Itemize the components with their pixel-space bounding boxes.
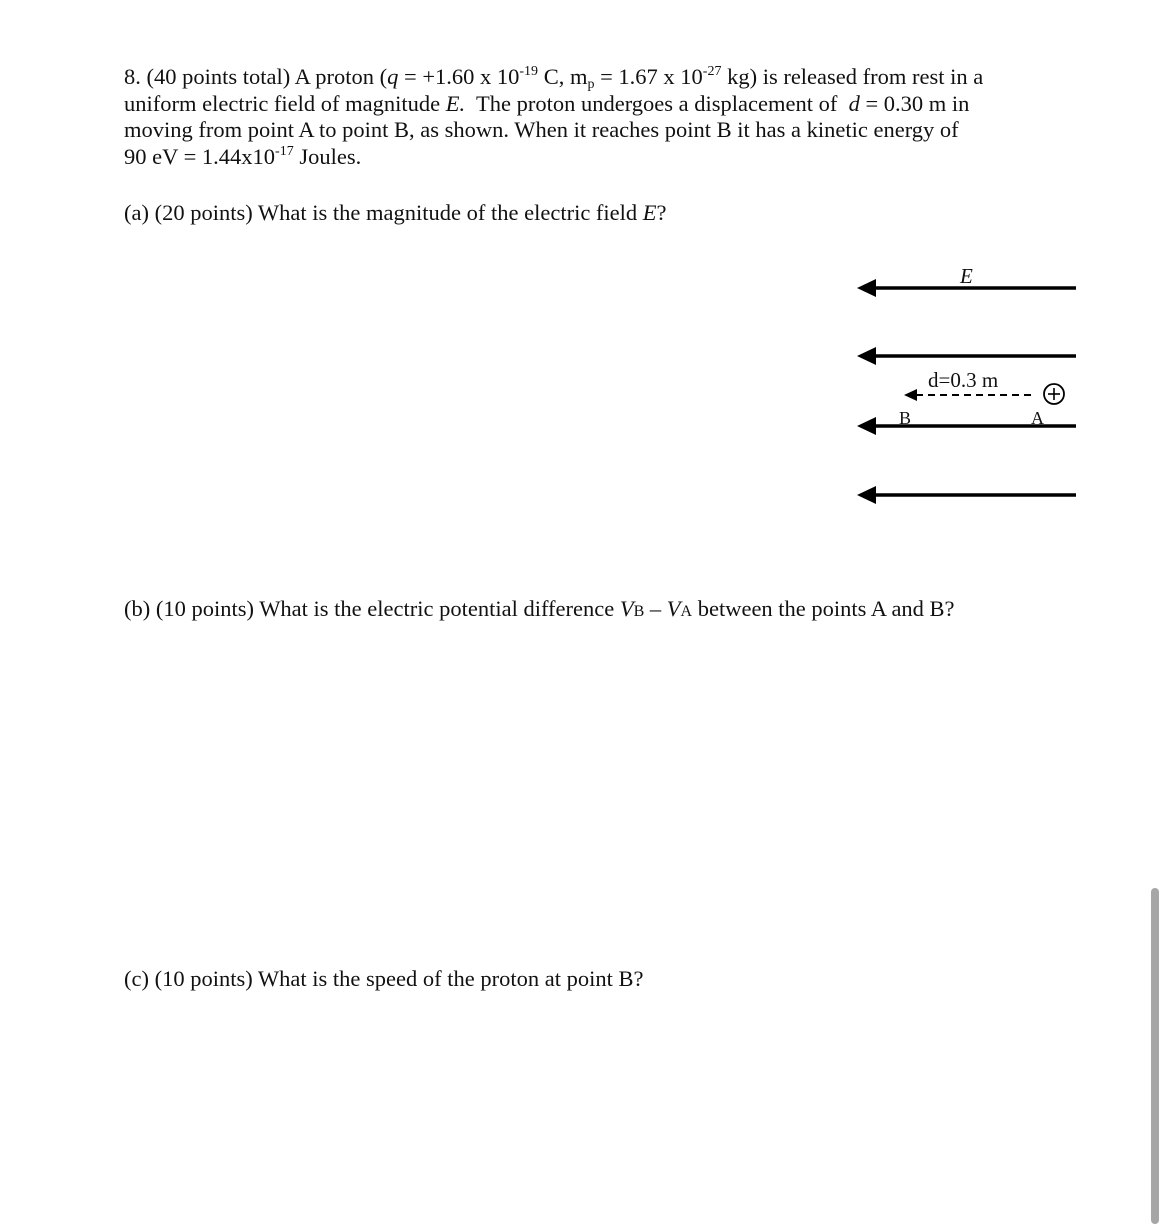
displacement-label: d=0.3 m [928,368,999,392]
charge-symbol: q [387,64,399,89]
problem-number: 8. [124,64,141,89]
proton-symbol [1044,384,1064,404]
question-part-c: (c) (10 points) What is the speed of the proton at point B? [124,966,644,991]
field-label: E [960,264,973,288]
problem-line-1: 8. (40 points total) A proton (q = +1.60 x $10^{-19}$ C, $m_p = 1.67$ x $10^{-27}$ kg) is released from rest in a [124,64,984,92]
problem-line-3: moving from point A to point B, as shown. When it reaches point B it has a kinetic energy of [124,117,959,142]
point-b-label: B [899,408,912,428]
electric-field-diagram [850,255,1085,520]
question-part-a: (a) (20 points) What is the magnitude of the electric field E? [124,200,667,225]
problem-line-4: 90 eV = $1.44x10^{-17}$ Joules. [124,143,362,169]
field-line-4 [857,486,1076,504]
problem-statement [124,64,1024,170]
problem-points: (40 points total) [146,64,291,89]
point-a-label: A [1031,408,1044,428]
vertical-scrollbar[interactable] [1151,888,1159,1224]
question-part-b: (b) (10 points) What is the electric potential difference VB – VA between the points A and B? [124,596,955,621]
problem-line-2: uniform electric field of magnitude E. The proton undergoes a displacement of d = 0.30 m in [124,90,970,116]
field-line-2 [857,347,1076,365]
